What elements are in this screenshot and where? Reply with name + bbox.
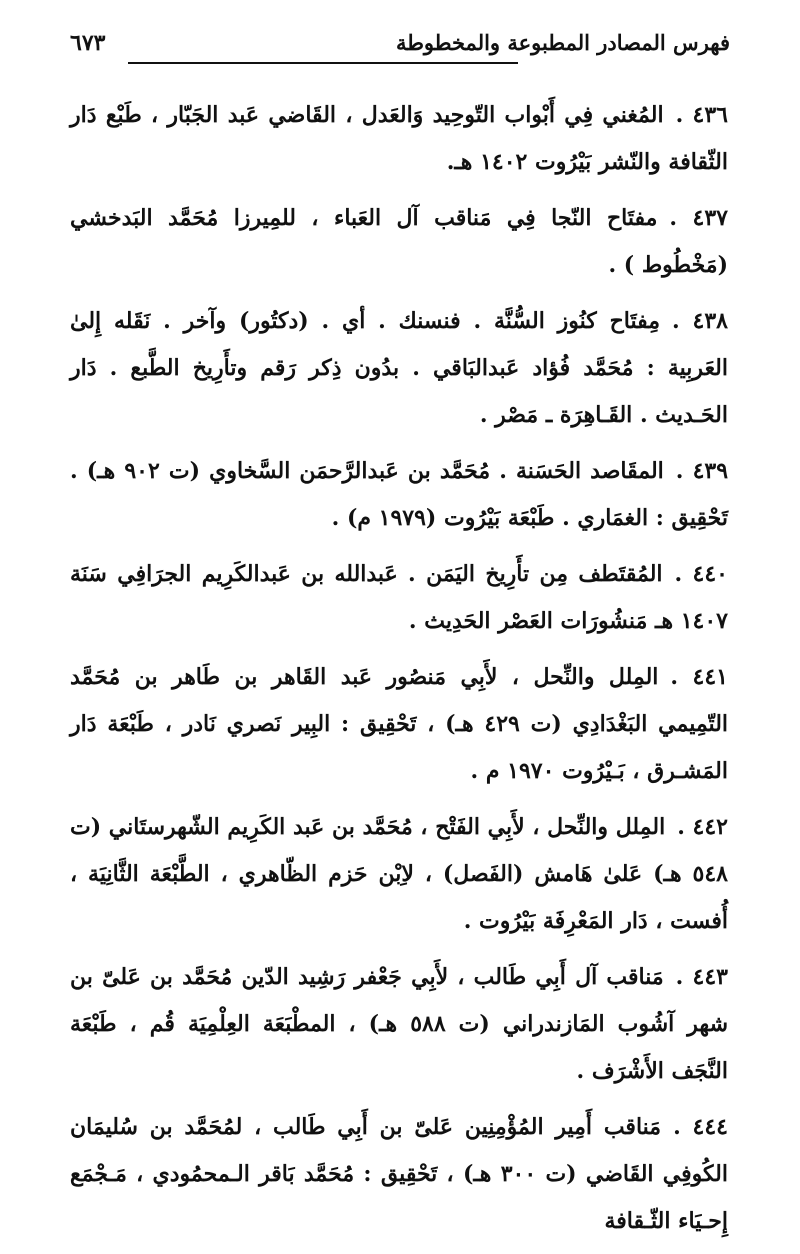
bibliography-entry bbox=[70, 448, 728, 542]
header-rule bbox=[128, 62, 518, 64]
entry-number: ٤٣٦ . bbox=[675, 102, 728, 128]
entry-text: المِلل والنِّحل ، لأَبِي مَنصُور عَبد القَاهر بن طَاهر بن مُحَمَّد التّمِيمي البَغْدَادِي (ت ٤٢٩ هـ) ، تَحْقِيق : البِير نَصري نَادر ، طَبْعَة دَار المَشـرق ، بَـيْرُوت ١٩٧٠ م . bbox=[70, 664, 729, 784]
entry-number: ٤٣٧ . bbox=[669, 205, 728, 231]
entry-number: ٤٤٣ . bbox=[675, 964, 728, 990]
bibliography-entry bbox=[70, 804, 728, 945]
entry-text: المُغني فِي أَبْواب التّوحِيد وَالعَدل ، القَاضي عَبد الجَبّار ، طَبْع دَار الثّقافة والنّشر بَيْرُوت ١٤٠٢ هـ. bbox=[70, 102, 728, 175]
entry-number: ٤٤١ . bbox=[670, 664, 728, 690]
bibliography-entry bbox=[70, 92, 728, 186]
bibliography-entry bbox=[70, 195, 728, 289]
bibliography-entry bbox=[70, 654, 728, 795]
page-header bbox=[70, 26, 730, 70]
bibliography-entry bbox=[70, 954, 728, 1095]
entry-text: المُقتَطف مِن تأَرِيخ اليَمَن . عَبدالله بن عَبدالكَرِيم الجرَافِي سَنَة ١٤٠٧ هـ مَنشُورَات العَصْر الحَدِيث . bbox=[70, 561, 728, 634]
entry-text: مَناقب آل أَبِي طَالب ، لأَبِي جَعْفر رَشِيد الدّين مُحَمَّد بن عَلىّ بن شهر آشُوب المَازندراني (ت ٥٨٨ هـ) ، المطْبَعَة العِلْمِيَة قُم ، طَبْعَة النَّجَف الأَشْرَف . bbox=[70, 964, 729, 1084]
entry-text: المِلل والنِّحل ، لأَبِي الفَتْح ، مُحَمَّد بن عَبد الكَرِيم الشّهرستَاني (ت ٥٤٨ هـ) عَلىٰ هَامش (الفَصل) ، لاِبْن حَزم الظّاهري ، الطَّبْعَة الثَّانِيَة ، أُفست ، دَار المَعْرِفَة بَيْرُوت . bbox=[70, 814, 728, 934]
entry-text: مِفتَاح كنُوز السُّنَّة . فنسنك . أي . (دكتُور) وآخر . نَقَله إِلىٰ العَربِية : مُحَمَّد فُؤاد عَبدالبَاقي . بدُون ذِكر رَقم وتأَرِيخ الطَّبع . دَار الحَـديث . القَـاهِرَة ـ مَصْر . bbox=[70, 308, 728, 428]
entry-number: ٤٤٠ . bbox=[674, 561, 728, 587]
entry-number: ٤٤٤ . bbox=[673, 1114, 728, 1140]
entry-number: ٤٣٨ . bbox=[672, 308, 728, 334]
entry-text: مَناقب أَمِير المُؤْمِنِين عَلىّ بن أَبِي طَالب ، لمُحَمَّد بن سُليمَان الكُوفِي القَاضي (ت ٣٠٠ هـ) ، تَحْقِيق : مُحَمَّد بَاقر الـمحمُودي ، مَـجْمَع إِحـيَاء الثّـقافة bbox=[70, 1114, 728, 1234]
entry-number: ٤٣٩ . bbox=[675, 458, 729, 484]
bibliography-entry bbox=[70, 298, 728, 439]
bibliography-entry bbox=[70, 1104, 728, 1245]
entry-number: ٤٤٢ . bbox=[677, 814, 728, 840]
entry-text: مفتَاح النّجا فِي مَناقب آل العَباء ، للمِيرزا مُحَمَّد البَدخشي (مَخْطُوط ) . bbox=[70, 205, 728, 278]
bibliography-entry bbox=[70, 551, 728, 645]
bibliography-list bbox=[70, 92, 728, 1254]
page-number: ٦٧٣ bbox=[70, 30, 106, 56]
entry-text: المقَاصد الحَسَنة . مُحَمَّد بن عَبدالرَّحمَن السَّخاوي (ت ٩٠٢ هـ) . تَحْقِيق : الغمَاري . طَبْعَة بَيْرُوت (١٩٧٩ م) . bbox=[70, 458, 728, 531]
running-title: فهرس المصادر المطبوعة والمخطوطة bbox=[395, 30, 730, 55]
